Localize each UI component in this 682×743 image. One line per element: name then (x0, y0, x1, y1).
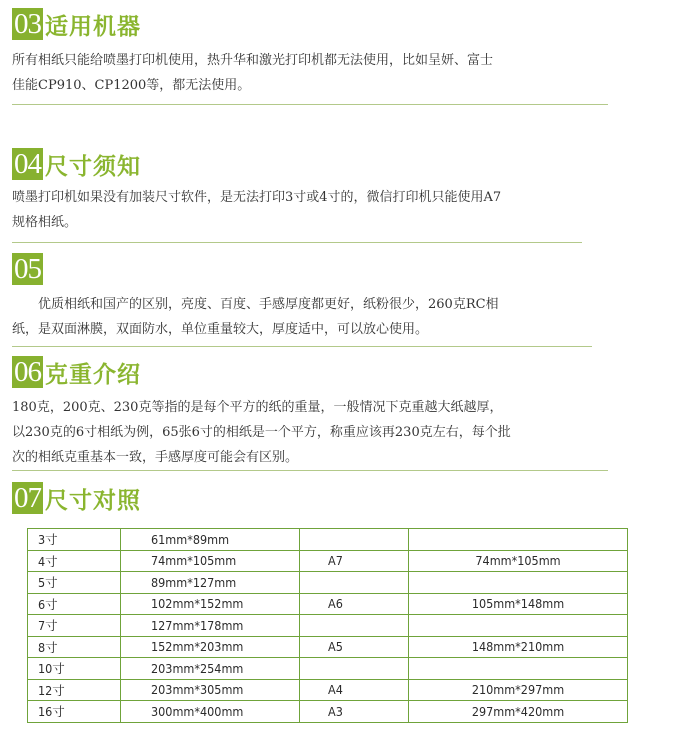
section-04 (12, 148, 602, 235)
inch-size-cell: 4寸 (28, 550, 121, 572)
section-number: 06 (14, 356, 41, 388)
divider (12, 470, 608, 471)
text-line: 规格相纸。 (12, 215, 78, 230)
a-dimension-cell (409, 615, 628, 637)
section-03 (12, 8, 602, 98)
table-row (28, 658, 628, 680)
table-row (28, 572, 628, 594)
a-size-cell: A5 (300, 636, 409, 658)
a-size-cell (300, 572, 409, 594)
inch-size-cell: 6寸 (28, 593, 121, 615)
inch-size-cell: 12寸 (28, 679, 121, 701)
section-title: 尺寸对照 (45, 487, 141, 514)
section-heading (12, 8, 602, 40)
a-size-cell: A3 (300, 701, 409, 723)
a-dimension-cell (409, 658, 628, 680)
a-size-cell (300, 529, 409, 551)
a-dimension-cell: 148mm*210mm (409, 636, 628, 658)
a-size-cell: A7 (300, 550, 409, 572)
text-line: 180克，200克、230克等指的是每个平方的纸的重量，一般情况下克重越大纸越厚， (12, 400, 503, 415)
text-line: 所有相纸只能给喷墨打印机使用，热升华和激光打印机都无法使用，比如呈妍、富士 (12, 53, 494, 68)
size-comparison-table (27, 528, 628, 723)
section-06 (12, 356, 602, 470)
section-heading (12, 253, 602, 285)
divider (12, 242, 582, 243)
text-line: 佳能CP910、CP1200等，都无法使用。 (12, 78, 251, 93)
section-number: 03 (14, 8, 41, 40)
section-text (12, 395, 602, 470)
text-line: 次的相纸克重基本一致，手感厚度可能会有区别。 (12, 450, 299, 465)
inch-dimension-cell: 61mm*89mm (121, 529, 300, 551)
a-dimension-cell: 297mm*420mm (409, 701, 628, 723)
a-size-cell (300, 615, 409, 637)
table-row (28, 636, 628, 658)
inch-size-cell: 16寸 (28, 701, 121, 723)
a-size-cell: A4 (300, 679, 409, 701)
inch-dimension-cell: 203mm*305mm (121, 679, 300, 701)
section-heading (12, 482, 141, 514)
section-number: 05 (14, 253, 41, 285)
section-title: 克重介绍 (45, 361, 141, 388)
inch-dimension-cell: 74mm*105mm (121, 550, 300, 572)
inch-size-cell: 7寸 (28, 615, 121, 637)
a-dimension-cell: 74mm*105mm (409, 550, 628, 572)
table-row (28, 529, 628, 551)
a-size-cell (300, 658, 409, 680)
section-heading (12, 356, 602, 388)
section-text (12, 48, 602, 98)
section-05 (12, 253, 602, 342)
inch-dimension-cell: 102mm*152mm (121, 593, 300, 615)
table-row (28, 550, 628, 572)
table-row (28, 615, 628, 637)
inch-dimension-cell: 152mm*203mm (121, 636, 300, 658)
inch-dimension-cell: 300mm*400mm (121, 701, 300, 723)
inch-dimension-cell: 89mm*127mm (121, 572, 300, 594)
section-title: 尺寸须知 (45, 153, 141, 180)
table-row (28, 593, 628, 615)
a-dimension-cell: 210mm*297mm (409, 679, 628, 701)
a-dimension-cell: 105mm*148mm (409, 593, 628, 615)
a-size-cell: A6 (300, 593, 409, 615)
divider (12, 346, 592, 347)
divider (12, 104, 608, 105)
table-row (28, 679, 628, 701)
a-dimension-cell (409, 529, 628, 551)
section-title: 适用机器 (45, 13, 141, 40)
inch-size-cell: 3寸 (28, 529, 121, 551)
section-number: 07 (14, 482, 41, 514)
table-row (28, 701, 628, 723)
inch-dimension-cell: 127mm*178mm (121, 615, 300, 637)
a-dimension-cell (409, 572, 628, 594)
section-text (12, 185, 602, 235)
text-line: 以230克的6寸相纸为例，65张6寸的相纸是一个平方，称重应该再230克左右，每个批 (12, 425, 511, 440)
text-line: 纸，是双面淋膜，双面防水，单位重量较大，厚度适中，可以放心使用。 (12, 322, 429, 337)
section-heading (12, 148, 602, 180)
text-line: 优质相纸和国产的区别，亮度、百度、手感厚度都更好，纸粉很少，260克RC相 (38, 297, 499, 312)
section-07 (12, 482, 141, 514)
inch-size-cell: 5寸 (28, 572, 121, 594)
inch-size-cell: 10寸 (28, 658, 121, 680)
section-text (12, 292, 602, 342)
inch-dimension-cell: 203mm*254mm (121, 658, 300, 680)
inch-size-cell: 8寸 (28, 636, 121, 658)
text-line: 喷墨打印机如果没有加装尺寸软件，是无法打印3寸或4寸的，微信打印机只能使用A7 (12, 190, 502, 205)
section-number: 04 (14, 148, 41, 180)
